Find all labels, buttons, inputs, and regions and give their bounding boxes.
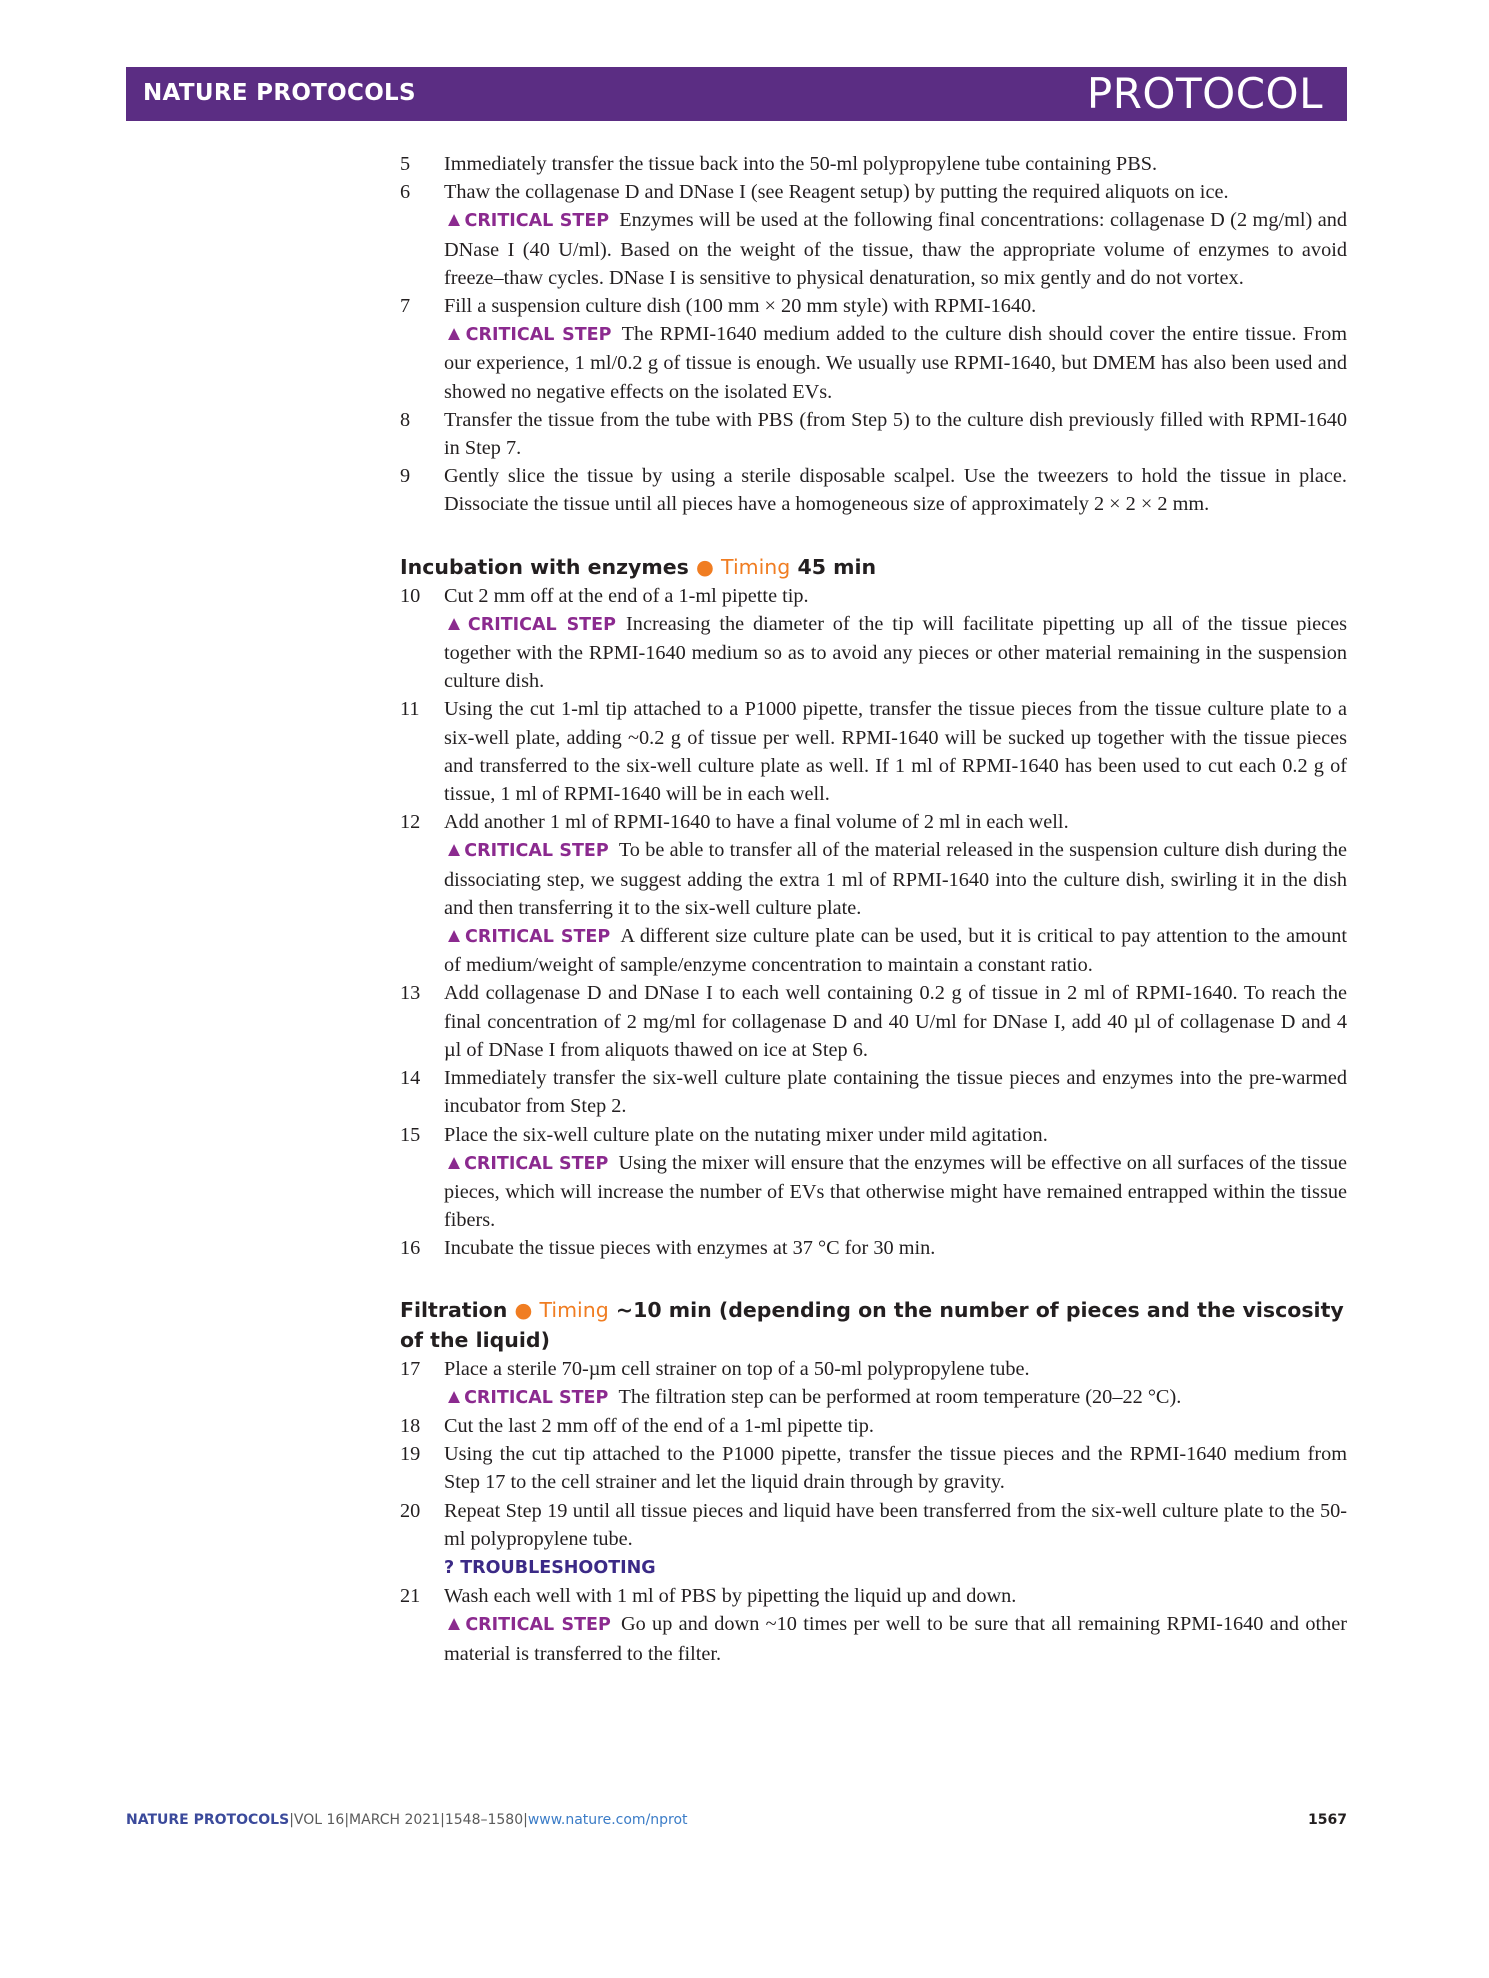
page-number: 1567 — [1308, 1812, 1347, 1828]
step-body — [444, 1355, 1347, 1412]
section-title: Filtration — [400, 1297, 508, 1322]
steps-group-a — [400, 150, 1347, 519]
footer-journal: NATURE PROTOCOLS — [126, 1812, 290, 1828]
critical-step-label: CRITICAL STEP — [464, 1153, 609, 1174]
section-heading-filtration — [400, 1295, 1347, 1355]
step-number: 20 — [400, 1499, 421, 1522]
step-text: Gently slice the tissue by using a sterile disposable scalpel. Use the tweezers to hold the tissue in place. Dissociate the tissue until all pieces have a homogeneous size of approximately 2 × 2 × 2 mm. — [444, 465, 1347, 516]
critical-step-note — [444, 1610, 1347, 1667]
step-text: Immediately transfer the tissue back into the 50-ml polypropylene tube containing PBS. — [444, 153, 1158, 175]
critical-step-text: Enzymes will be used at the following final concentrations: collagenase D (2 mg/ml) and DNase I (40 U/ml). Based on the weight of the tissue, thaw the appropriate volume of enzymes to avoid freeze–thaw cycles. DNase I is sensitive to physical denaturation, so mix gently and do not vortex. — [444, 209, 1348, 289]
timing-label: Timing — [539, 1297, 609, 1322]
protocol-step — [400, 1121, 1347, 1235]
step-text: Place the six-well culture plate on the nutating mixer under mild agitation. — [444, 1123, 1048, 1146]
critical-step-note — [444, 610, 1347, 696]
step-body — [444, 582, 1347, 696]
step-number: 6 — [400, 181, 411, 204]
step-number: 11 — [400, 698, 420, 721]
timing-dot-icon: ● — [514, 1297, 533, 1322]
critical-step-note — [444, 206, 1347, 292]
step-body — [444, 1440, 1347, 1496]
step-number: 10 — [400, 584, 421, 607]
step-body — [444, 808, 1347, 979]
step-body — [444, 292, 1347, 406]
warning-triangle-icon: ▲ — [444, 1151, 465, 1174]
warning-triangle-icon: ▲ — [444, 925, 466, 948]
footer-volume: VOL 16 — [293, 1812, 345, 1828]
article-type: PROTOCOL — [1086, 69, 1323, 118]
critical-step-label: CRITICAL STEP — [467, 614, 616, 635]
step-number: 5 — [400, 153, 411, 175]
warning-triangle-icon: ▲ — [444, 323, 466, 346]
step-text: Thaw the collagenase D and DNase I (see Reagent setup) by putting the required aliquots on ice. — [444, 181, 1229, 204]
section-heading-incubation — [400, 552, 1347, 582]
warning-triangle-icon: ▲ — [444, 1385, 465, 1408]
critical-step-text: To be able to transfer all of the material released in the suspension culture dish during the dissociating step, we suggest adding the extra 1 ml of RPMI-1640 into the culture dish, swirling it in the dish and then transferring it to the six-well culture plate. — [444, 839, 1347, 919]
step-number: 16 — [400, 1237, 421, 1260]
step-number: 8 — [400, 408, 411, 431]
step-number: 12 — [400, 811, 421, 834]
timing-duration: ~10 min (depending on the number of pieces and the viscosity of the liquid) — [400, 1297, 1344, 1352]
journal-banner — [126, 67, 1347, 121]
step-text: Add another 1 ml of RPMI-1640 to have a final volume of 2 ml in each well. — [444, 811, 1069, 834]
steps-group-b — [400, 582, 1347, 1263]
critical-step-text: Using the mixer will ensure that the enzymes will be effective on all surfaces of the tissue pieces, which will increase the number of EVs that otherwise might have remained entrapped within the tissue fibers. — [444, 1151, 1348, 1232]
step-text: Fill a suspension culture dish (100 mm × 20 mm style) with RPMI-1640. — [444, 295, 1037, 318]
critical-step-label: CRITICAL STEP — [464, 841, 609, 862]
troubleshooting-note — [444, 1553, 1347, 1582]
protocol-step — [400, 1355, 1347, 1412]
timing-dot-icon: ● — [696, 554, 714, 579]
critical-step-note — [444, 1383, 1347, 1412]
timing-duration: 45 min — [797, 554, 877, 579]
critical-step-text: The filtration step can be performed at room temperature (20–22 °C). — [618, 1385, 1182, 1408]
step-body — [444, 1412, 1347, 1440]
step-text: Repeat Step 19 until all tissue pieces and liquid have been transferred from the six-well culture plate to the 50-ml polypropylene tube. — [444, 1499, 1347, 1550]
step-text: Using the cut tip attached to the P1000 pipette, transfer the tissue pieces and the RPMI-1640 medium from Step 17 to the cell strainer and let the liquid drain through by gravity. — [444, 1443, 1347, 1494]
critical-step-label: CRITICAL STEP — [465, 927, 611, 948]
step-body — [444, 1582, 1347, 1668]
step-number: 9 — [400, 465, 411, 488]
step-text: Place a sterile 70-µm cell strainer on top of a 50-ml polypropylene tube. — [444, 1357, 1030, 1380]
step-body — [444, 178, 1347, 292]
step-body — [444, 695, 1347, 808]
protocol-step — [400, 1440, 1347, 1496]
critical-step-note — [444, 922, 1347, 979]
protocol-step — [400, 582, 1347, 696]
protocol-step — [400, 292, 1347, 406]
warning-triangle-icon: ▲ — [444, 1613, 466, 1636]
step-body — [444, 1064, 1347, 1120]
step-body — [444, 979, 1347, 1064]
critical-step-label: CRITICAL STEP — [464, 211, 610, 232]
step-body — [444, 406, 1347, 462]
protocol-step — [400, 808, 1347, 979]
footer-pages: 1548–1580 — [444, 1812, 524, 1828]
critical-step-text: Go up and down ~10 times per well to be sure that all remaining RPMI-1640 and other material is transferred to the filter. — [444, 1613, 1347, 1665]
step-text: Wash each well with 1 ml of PBS by pipetting the liquid up and down. — [444, 1585, 1017, 1608]
steps-group-c — [400, 1355, 1347, 1668]
step-number: 14 — [400, 1067, 421, 1090]
step-body — [444, 1121, 1347, 1235]
critical-step-text: Increasing the diameter of the tip will facilitate pipetting up all of the tissue pieces together with the RPMI-1640 medium so as to avoid any pieces or other material remaining in the suspension culture dish. — [444, 612, 1348, 693]
critical-step-text: The RPMI-1640 medium added to the culture dish should cover the entire tissue. From our experience, 1 ml/0.2 g of tissue is enough. We usually use RPMI-1640, but DMEM has also been used and showed no negative effects on the isolated EVs. — [444, 323, 1348, 403]
critical-step-note — [444, 320, 1347, 406]
section-title: Incubation with enzymes — [400, 554, 689, 579]
step-number: 19 — [400, 1443, 421, 1466]
protocol-step — [400, 462, 1347, 518]
step-number: 13 — [400, 982, 421, 1005]
footer-url[interactable]: www.nature.com/nprot — [527, 1812, 688, 1828]
step-text: Transfer the tissue from the tube with PBS (from Step 5) to the culture dish previously filled with RPMI-1640 in Step 7. — [444, 408, 1347, 460]
page-footer: NATURE PROTOCOLS|VOL 16|MARCH 2021|1548–1580|www.nature.com/nprot 1567 — [126, 1812, 1347, 1828]
step-text: Using the cut 1-ml tip attached to a P1000 pipette, transfer the tissue pieces from the tissue culture plate to a six-well plate, adding ~0.2 g of tissue per well. RPMI-1640 will be sucked up together with the tissue pieces and transferred to the six-well culture plate as well. If 1 ml of RPMI-1640 has been used to cut each 0.2 g of tissue, 1 ml of RPMI-1640 will be in each well. — [444, 698, 1347, 806]
protocol-step — [400, 178, 1347, 292]
troubleshooting-label: ? TROUBLESHOOTING — [444, 1557, 656, 1578]
step-number: 21 — [400, 1585, 421, 1608]
protocol-step — [400, 1582, 1347, 1668]
step-text: Immediately transfer the six-well culture plate containing the tissue pieces and enzymes into the pre-warmed incubator from Step 2. — [444, 1067, 1347, 1118]
critical-step-label: CRITICAL STEP — [464, 1387, 609, 1408]
protocol-step — [400, 1234, 1347, 1262]
step-body — [444, 150, 1347, 178]
step-body — [444, 1234, 1347, 1262]
timing-label: Timing — [721, 554, 791, 579]
critical-step-note — [444, 1149, 1347, 1235]
footer-date: MARCH 2021 — [349, 1812, 441, 1828]
step-text: Cut 2 mm off at the end of a 1-ml pipette tip. — [444, 584, 809, 607]
critical-step-label: CRITICAL STEP — [465, 1615, 611, 1636]
step-number: 18 — [400, 1414, 421, 1437]
step-text: Incubate the tissue pieces with enzymes at 37 °C for 30 min. — [444, 1237, 936, 1260]
critical-step-note — [444, 836, 1347, 922]
protocol-step — [400, 1064, 1347, 1120]
protocol-step — [400, 406, 1347, 462]
step-text: Cut the last 2 mm off of the end of a 1-ml pipette tip. — [444, 1414, 874, 1437]
protocol-step — [400, 150, 1347, 178]
protocol-step — [400, 1497, 1347, 1583]
step-number: 15 — [400, 1123, 421, 1146]
critical-step-text: A different size culture plate can be used, but it is critical to pay attention to the amount of medium/weight of sample/enzyme concentration to maintain a constant ratio. — [444, 925, 1347, 977]
protocol-step — [400, 1412, 1347, 1440]
warning-triangle-icon: ▲ — [444, 839, 465, 862]
step-number: 7 — [400, 295, 411, 318]
step-number: 17 — [400, 1357, 421, 1380]
warning-triangle-icon: ▲ — [444, 209, 465, 232]
protocol-content — [400, 150, 1347, 1668]
protocol-step — [400, 695, 1347, 808]
journal-name: NATURE PROTOCOLS — [143, 80, 416, 106]
protocol-step — [400, 979, 1347, 1064]
warning-triangle-icon: ▲ — [444, 612, 468, 635]
step-body — [444, 462, 1347, 518]
step-text: Add collagenase D and DNase I to each well containing 0.2 g of tissue in 2 ml of RPMI-1640. To reach the final concentration of 2 mg/ml for collagenase D and 40 U/ml for DNase I, add 40 µl of collagenase D and 4 µl of DNase I from aliquots thawed on ice at Step 6. — [444, 982, 1347, 1061]
critical-step-label: CRITICAL STEP — [465, 325, 612, 346]
step-body — [444, 1497, 1347, 1583]
